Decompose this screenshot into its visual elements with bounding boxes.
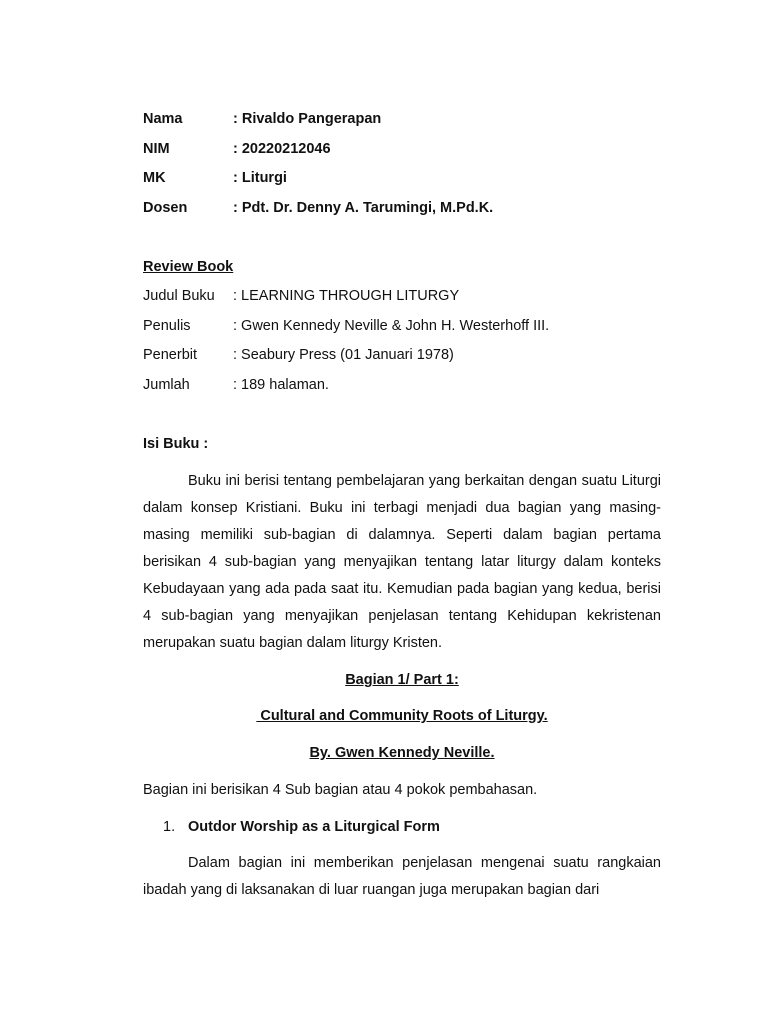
- part1-title: Bagian 1/ Part 1:: [345, 672, 459, 688]
- list-item-number: 1.: [163, 819, 176, 835]
- review-pages-label: Jumlah: [143, 377, 190, 393]
- review-author-value: : Gwen Kennedy Neville & John H. Westerhoff III.: [233, 318, 550, 334]
- student-dosen-value: : Pdt. Dr. Denny A. Tarumingi, M.Pd.K.: [233, 200, 494, 216]
- part1-intro: Bagian ini berisikan 4 Sub bagian atau 4 pokok pembahasan.: [143, 782, 538, 798]
- student-dosen-label: Dosen: [143, 200, 188, 216]
- review-pages-value: : 189 halaman.: [233, 377, 329, 393]
- student-name-value: : Rivaldo Pangerapan: [233, 111, 382, 127]
- review-author-label: Penulis: [143, 318, 191, 334]
- review-title-label: Judul Buku: [143, 288, 215, 304]
- student-nim-value: : 20220212046: [233, 141, 331, 157]
- isi-heading: Isi Buku :: [143, 436, 209, 452]
- isi-paragraph: Buku ini berisi tentang pembelajaran yang berkaitan dengan suatu Liturgi dalam konsep Kristiani. Buku ini terbagi menjadi dua bagian yang masing-masing memiliki sub-bagian di dalamnya. Seperti dalam bagian pertama berisikan 4 sub-bagian yang menyajikan tentang latar liturgy dalam konteks Kebudayaan yang ada pada saat itu. Kemudian pada bagian yang kedua, berisi 4 sub-bagian yang menyajikan penjelasan tentang Kehidupan kekristenan merupakan suatu bagian dalam liturgy Kristen.: [143, 473, 661, 651]
- part1-paragraph: Dalam bagian ini memberikan penjelasan mengenai suatu rangkaian ibadah yang di laksanakan di luar ruangan juga merupakan bagian dari: [143, 855, 661, 898]
- review-publisher-value: : Seabury Press (01 Januari 1978): [233, 347, 454, 363]
- student-mk-value: : Liturgi: [233, 170, 287, 186]
- list-item-title: Outdor Worship as a Liturgical Form: [188, 819, 440, 835]
- review-heading: Review Book: [143, 259, 234, 275]
- review-publisher-label: Penerbit: [143, 347, 198, 363]
- part1-subtitle: Cultural and Community Roots of Liturgy.: [256, 708, 548, 724]
- review-title-value: : LEARNING THROUGH LITURGY: [233, 288, 460, 304]
- student-mk-label: MK: [143, 170, 166, 186]
- student-name-label: Nama: [143, 111, 183, 127]
- part1-author: By. Gwen Kennedy Neville.: [309, 745, 495, 761]
- student-nim-label: NIM: [143, 141, 170, 157]
